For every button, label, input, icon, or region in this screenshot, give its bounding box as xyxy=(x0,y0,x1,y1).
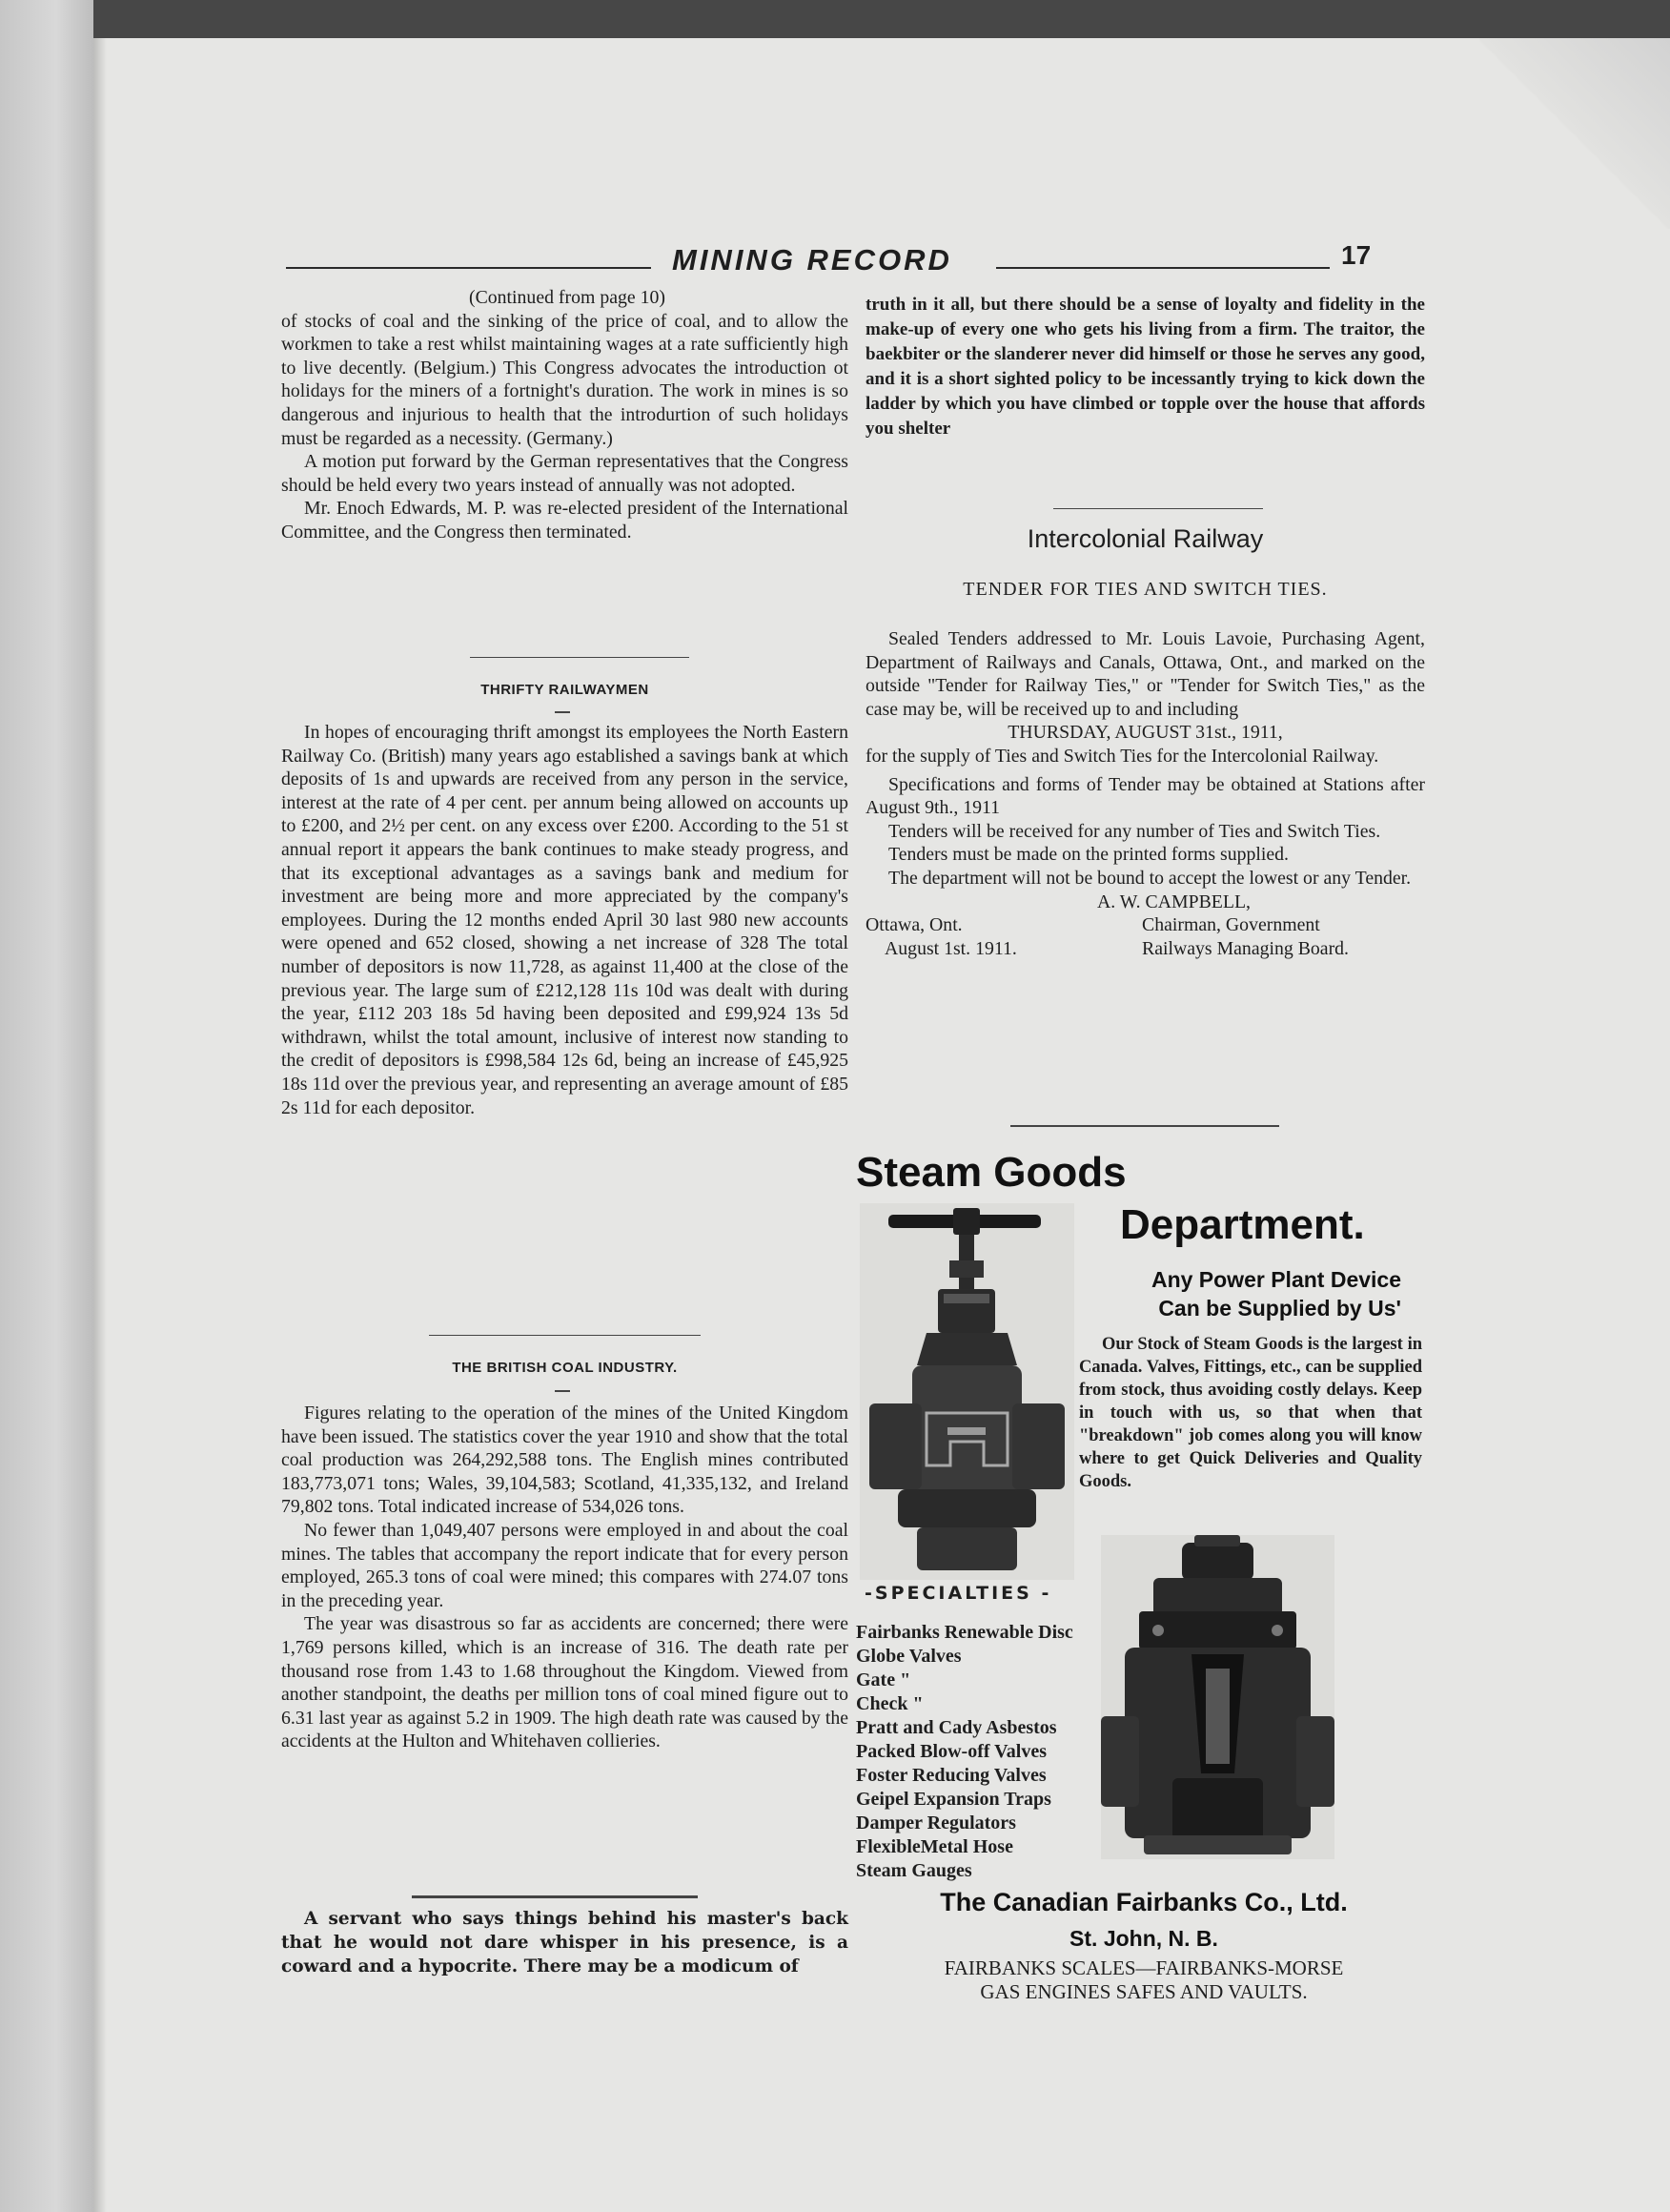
tender-paragraph: Tenders will be received for any number of Ties and Switch Ties. xyxy=(888,820,1381,842)
ad-footer-line2: GAS ENGINES SAFES AND VAULTS. xyxy=(980,1980,1308,2003)
closing-article xyxy=(281,1907,848,1978)
tender-paragraph: Sealed Tenders addressed to Mr. Louis Lavoie, Purchasing Agent, Department of Railways and Canals, Ottawa, Ont., and marked on the outside "Tender for Railway Ties," or "Tender for Switch Ties," as the case may be, will be received up to and including xyxy=(866,628,1425,720)
coal-paragraph: Figures relating to the operation of the mines of the United Kingdom have been issued. The statistics cover the year 1910 and show that the total coal production was 264,292,588 tons. The English mines contributed 183,773,071 tons; Wales, 39,104,583; Scotland, 41,335,132, and Ireland 79,802 tons. Total indicated increase of 534,026 tons. xyxy=(281,1403,848,1518)
specialty-item: Packed Blow-off Valves xyxy=(856,1741,1047,1762)
section-divider xyxy=(429,1335,701,1336)
tender-notice xyxy=(866,627,1425,961)
ad-footer-line1: FAIRBANKS SCALES—FAIRBANKS-MORSE xyxy=(944,1956,1344,1979)
continued-note: (Continued from page 10) xyxy=(468,287,665,308)
tender-heading: Intercolonial Railway xyxy=(1027,524,1264,553)
section-divider xyxy=(1053,508,1263,509)
tender-paragraph: Tenders must be made on the printed forms supplied. xyxy=(888,844,1289,866)
tender-place: Ottawa, Ont. xyxy=(866,914,963,936)
thrifty-article xyxy=(281,721,848,1119)
header-rule-left xyxy=(286,267,651,269)
specialty-item: Steam Gauges xyxy=(856,1860,972,1881)
specialties-heading: -SPECIALTIES - xyxy=(865,1583,1052,1604)
company-city: St. John, N. B. xyxy=(1069,1926,1218,1951)
page-shadow xyxy=(93,38,107,2212)
coal-heading: THE BRITISH COAL INDUSTRY. xyxy=(452,1360,678,1376)
page-number: 17 xyxy=(1341,240,1372,270)
tender-signer-title: Chairman, Government xyxy=(1142,914,1320,936)
previous-page-edge xyxy=(0,0,93,2212)
page-corner-flap xyxy=(1479,38,1670,229)
specialties-list xyxy=(856,1621,1113,1883)
tender-paragraph: for the supply of Ties and Switch Ties for the Intercolonial Railway. xyxy=(866,745,1379,767)
ad-title-line1: Steam Goods xyxy=(856,1149,1127,1196)
article-paragraph: A motion put forward by the German representatives that the Congress should be held every two years instead of annually was not adopted. xyxy=(281,451,848,496)
continuation-paragraph: truth in it all, but there should be a sense of loyalty and fidelity in the make-up of every one who gets his living from a firm. The traitor, the baekbiter or the slanderer never did himself or those he serves any good, and it is a short sighted policy to be incessantly trying to kick down the ladder by which you have climbed or topple over the house that affords you shelter xyxy=(866,295,1425,439)
blowoff-valve-image xyxy=(1101,1535,1334,1859)
closing-paragraph: A servant who says things behind his master's back that he would not dare whisper in his presence, is a coward and a hypocrite. There may be a modicum of xyxy=(281,1909,848,1976)
section-divider xyxy=(470,657,689,658)
specialty-item: FlexibleMetal Hose xyxy=(856,1836,1013,1857)
ad-body-text: Our Stock of Steam Goods is the largest in Canada. Valves, Fittings, etc., can be supplied from stock, thus avoiding costly delays. Keep in touch with us, so that when that "breakdown" job comes along you will know where to get Quick Deliveries and Quality Goods. xyxy=(1079,1335,1422,1491)
thrifty-text: In hopes of encouraging thrift amongst its employees the North Eastern Railway Co. (British) many years ago established a savings bank at which deposits of 1s and upwards are received from any person in the service, interest at the rate of 4 per cent. per annum being allowed on accounts up to £200, and 2½ per cent. on any excess over £200. According to the 51 st annual report it appears the bank continues to make steady progress, and that its exceptional advantages as a savings bank and medium for investment are being more and more appreciated by the company's employees. During the 12 months ended April 30 last 980 new accounts were opened and 652 closed, showing a net increase of 328 The total number of depositors is now 11,728, as against 11,400 at the close of the previous year. The large sum of £212,128 11s 10d was dealt with during the year, £112 203 18s 5d having been deposited and £99,924 13s 5d withdrawn, whilst the total amount, inclusive of interest now standing to the credit of depositors is £998,584 12s 6d, being an increase of £45,925 18s 11d over the previous year, and representing an average amount of £85 2s 11d for each depositor. xyxy=(281,722,848,1118)
right-column-continuation xyxy=(866,293,1425,441)
tender-paragraph: The department will not be bound to accept the lowest or any Tender. xyxy=(888,867,1412,889)
specialty-item: Globe Valves xyxy=(856,1646,962,1667)
running-head: MINING RECORD xyxy=(672,243,952,276)
specialty-item: Gate " xyxy=(856,1669,911,1690)
thrifty-heading: THRIFTY RAILWAYMEN xyxy=(480,682,649,698)
section-divider xyxy=(412,1895,698,1898)
specialty-item: Check " xyxy=(856,1693,924,1714)
ad-tagline xyxy=(1039,1265,1401,1322)
tender-date-signed: August 1st. 1911. xyxy=(885,938,1017,960)
coal-paragraph: No fewer than 1,049,407 persons were employed in and about the coal mines. The tables that accompany the report indicate that for every person employed, 265.3 tons of coal were mined; this compares with 274.07 tons in the preceding year. xyxy=(281,1519,848,1611)
ad-tagline-line1: Any Power Plant Device xyxy=(1151,1267,1401,1292)
tender-signer-title: Railways Managing Board. xyxy=(1142,938,1350,960)
tender-paragraph: Specifications and forms of Tender may be obtained at Stations after August 9th., 1911 xyxy=(866,773,1425,819)
tender-date: THURSDAY, AUGUST 31st., 1911, xyxy=(1008,722,1283,744)
left-column xyxy=(281,286,848,544)
tender-subheading: TENDER FOR TIES AND SWITCH TIES. xyxy=(963,579,1328,600)
heading-dash xyxy=(555,711,570,713)
specialty-item: Damper Regulators xyxy=(856,1813,1016,1833)
gate-valve-image xyxy=(860,1203,1074,1580)
specialty-item: Foster Reducing Valves xyxy=(856,1765,1047,1786)
tender-signer: A. W. CAMPBELL, xyxy=(1096,891,1252,912)
coal-paragraph: The year was disastrous so far as accidents are concerned; there were 1,769 persons killed, which is an increase of 316. The death rate per thousand rose from 1.43 to 1.68 throughout the Kingdom. Viewed from another standpoint, the deaths per million tons of coal mined figure out to 6.31 last year as against 5.2 in 1909. The high death rate was caused by the accidents at the Hulton and Whitehaven collieries. xyxy=(281,1613,848,1752)
company-name: The Canadian Fairbanks Co., Ltd. xyxy=(940,1888,1348,1916)
ad-tagline-line2: Can be Supplied by Us' xyxy=(1158,1296,1401,1321)
specialty-item: Fairbanks Renewable Disc xyxy=(856,1622,1073,1643)
article-paragraph: Mr. Enoch Edwards, M. P. was re-elected president of the International Committee, and the Congress then terminated. xyxy=(281,498,848,543)
header-rule-right xyxy=(996,267,1330,269)
specialty-item: Geipel Expansion Traps xyxy=(856,1789,1051,1810)
section-divider xyxy=(1010,1125,1279,1127)
ad-body xyxy=(1079,1333,1422,1493)
specialty-item: Pratt and Cady Asbestos xyxy=(856,1717,1057,1738)
heading-dash xyxy=(555,1390,570,1392)
article-paragraph: of stocks of coal and the sinking of the price of coal, and to allow the workmen to take a rest whilst maintaining wages at a rate sufficiently high to live decently. (Belgium.) This Congress advocates the introduction ot holidays for the miners of a fortnight's duration. The work in mines is so dangerous and injurious to health that the introdurtion of such holidays must be regarded as a necessity. (Germany.) xyxy=(281,310,848,449)
ad-title-line2: Department. xyxy=(1120,1201,1365,1248)
coal-article xyxy=(281,1402,848,1753)
